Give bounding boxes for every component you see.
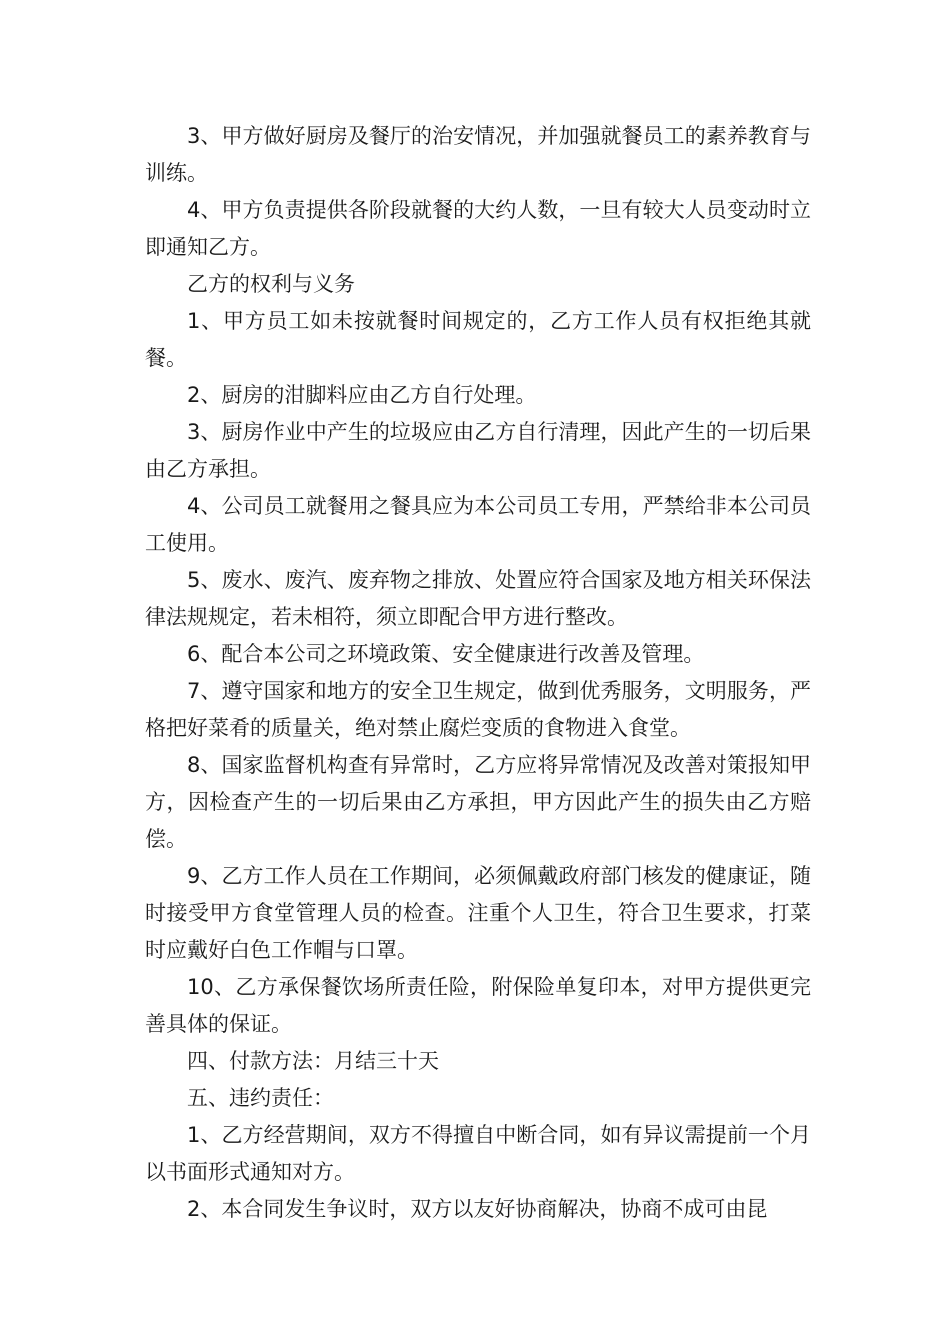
paragraph-refuse-meal: 1、甲方员工如未按就餐时间规定的，乙方工作人员有权拒绝其就餐。 <box>145 309 811 370</box>
paragraph-diner-count: 4、甲方负责提供各阶段就餐的大约人数，一旦有较大人员变动时立即通知乙方。 <box>145 198 811 259</box>
paragraph-waste-discharge: 5、废水、废汽、废弃物之排放、处置应符合国家及地方相关环保法律法规规定，若未相符，须立即配合甲方进行整改。 <box>145 568 811 629</box>
paragraph-kitchen-security: 3、甲方做好厨房及餐厅的治安情况，并加强就餐员工的素养教育与训练。 <box>145 124 811 185</box>
paragraph-liability-insurance: 10、乙方承保餐饮场所责任险，附保险单复印本，对甲方提供更完善具体的保证。 <box>145 975 811 1036</box>
paragraph-garbage-cleanup: 3、厨房作业中产生的垃圾应由乙方自行清理，因此产生的一切后果由乙方承担。 <box>145 420 811 481</box>
paragraph-kitchen-waste: 2、厨房的泔脚料应由乙方自行处理。 <box>187 383 537 407</box>
paragraph-safety-hygiene: 7、遵守国家和地方的安全卫生规定，做到优秀服务，文明服务，严格把好菜肴的质量关，绝对禁止腐烂变质的食物进入食堂。 <box>145 679 811 740</box>
paragraph-tableware: 4、公司员工就餐用之餐具应为本公司员工专用，严禁给非本公司员工使用。 <box>145 494 811 555</box>
paragraph-dispute: 2、本合同发生争议时，双方以友好协商解决，协商不成可由昆 <box>187 1197 768 1221</box>
paragraph-inspection: 8、国家监督机构查有异常时，乙方应将异常情况及改善对策报知甲方，因检查产生的一切后果由乙方承担，甲方因此产生的损失由乙方赔偿。 <box>145 753 811 851</box>
section-heading-payment: 四、付款方法：月结三十天 <box>187 1049 439 1073</box>
paragraph-health-certificate: 9、乙方工作人员在工作期间，必须佩戴政府部门核发的健康证，随时接受甲方食堂管理人员的检查。注重个人卫生，符合卫生要求，打菜时应戴好白色工作帽与口罩。 <box>145 864 811 962</box>
paragraph-no-termination: 1、乙方经营期间，双方不得擅自中断合同，如有异议需提前一个月以书面形式通知对方。 <box>145 1123 811 1184</box>
section-heading-party-b-rights: 乙方的权利与义务 <box>187 272 355 296</box>
paragraph-environment-policy: 6、配合本公司之环境政策、安全健康进行改善及管理。 <box>187 642 705 666</box>
document-page <box>145 118 811 1228</box>
section-heading-breach: 五、违约责任： <box>187 1086 334 1110</box>
